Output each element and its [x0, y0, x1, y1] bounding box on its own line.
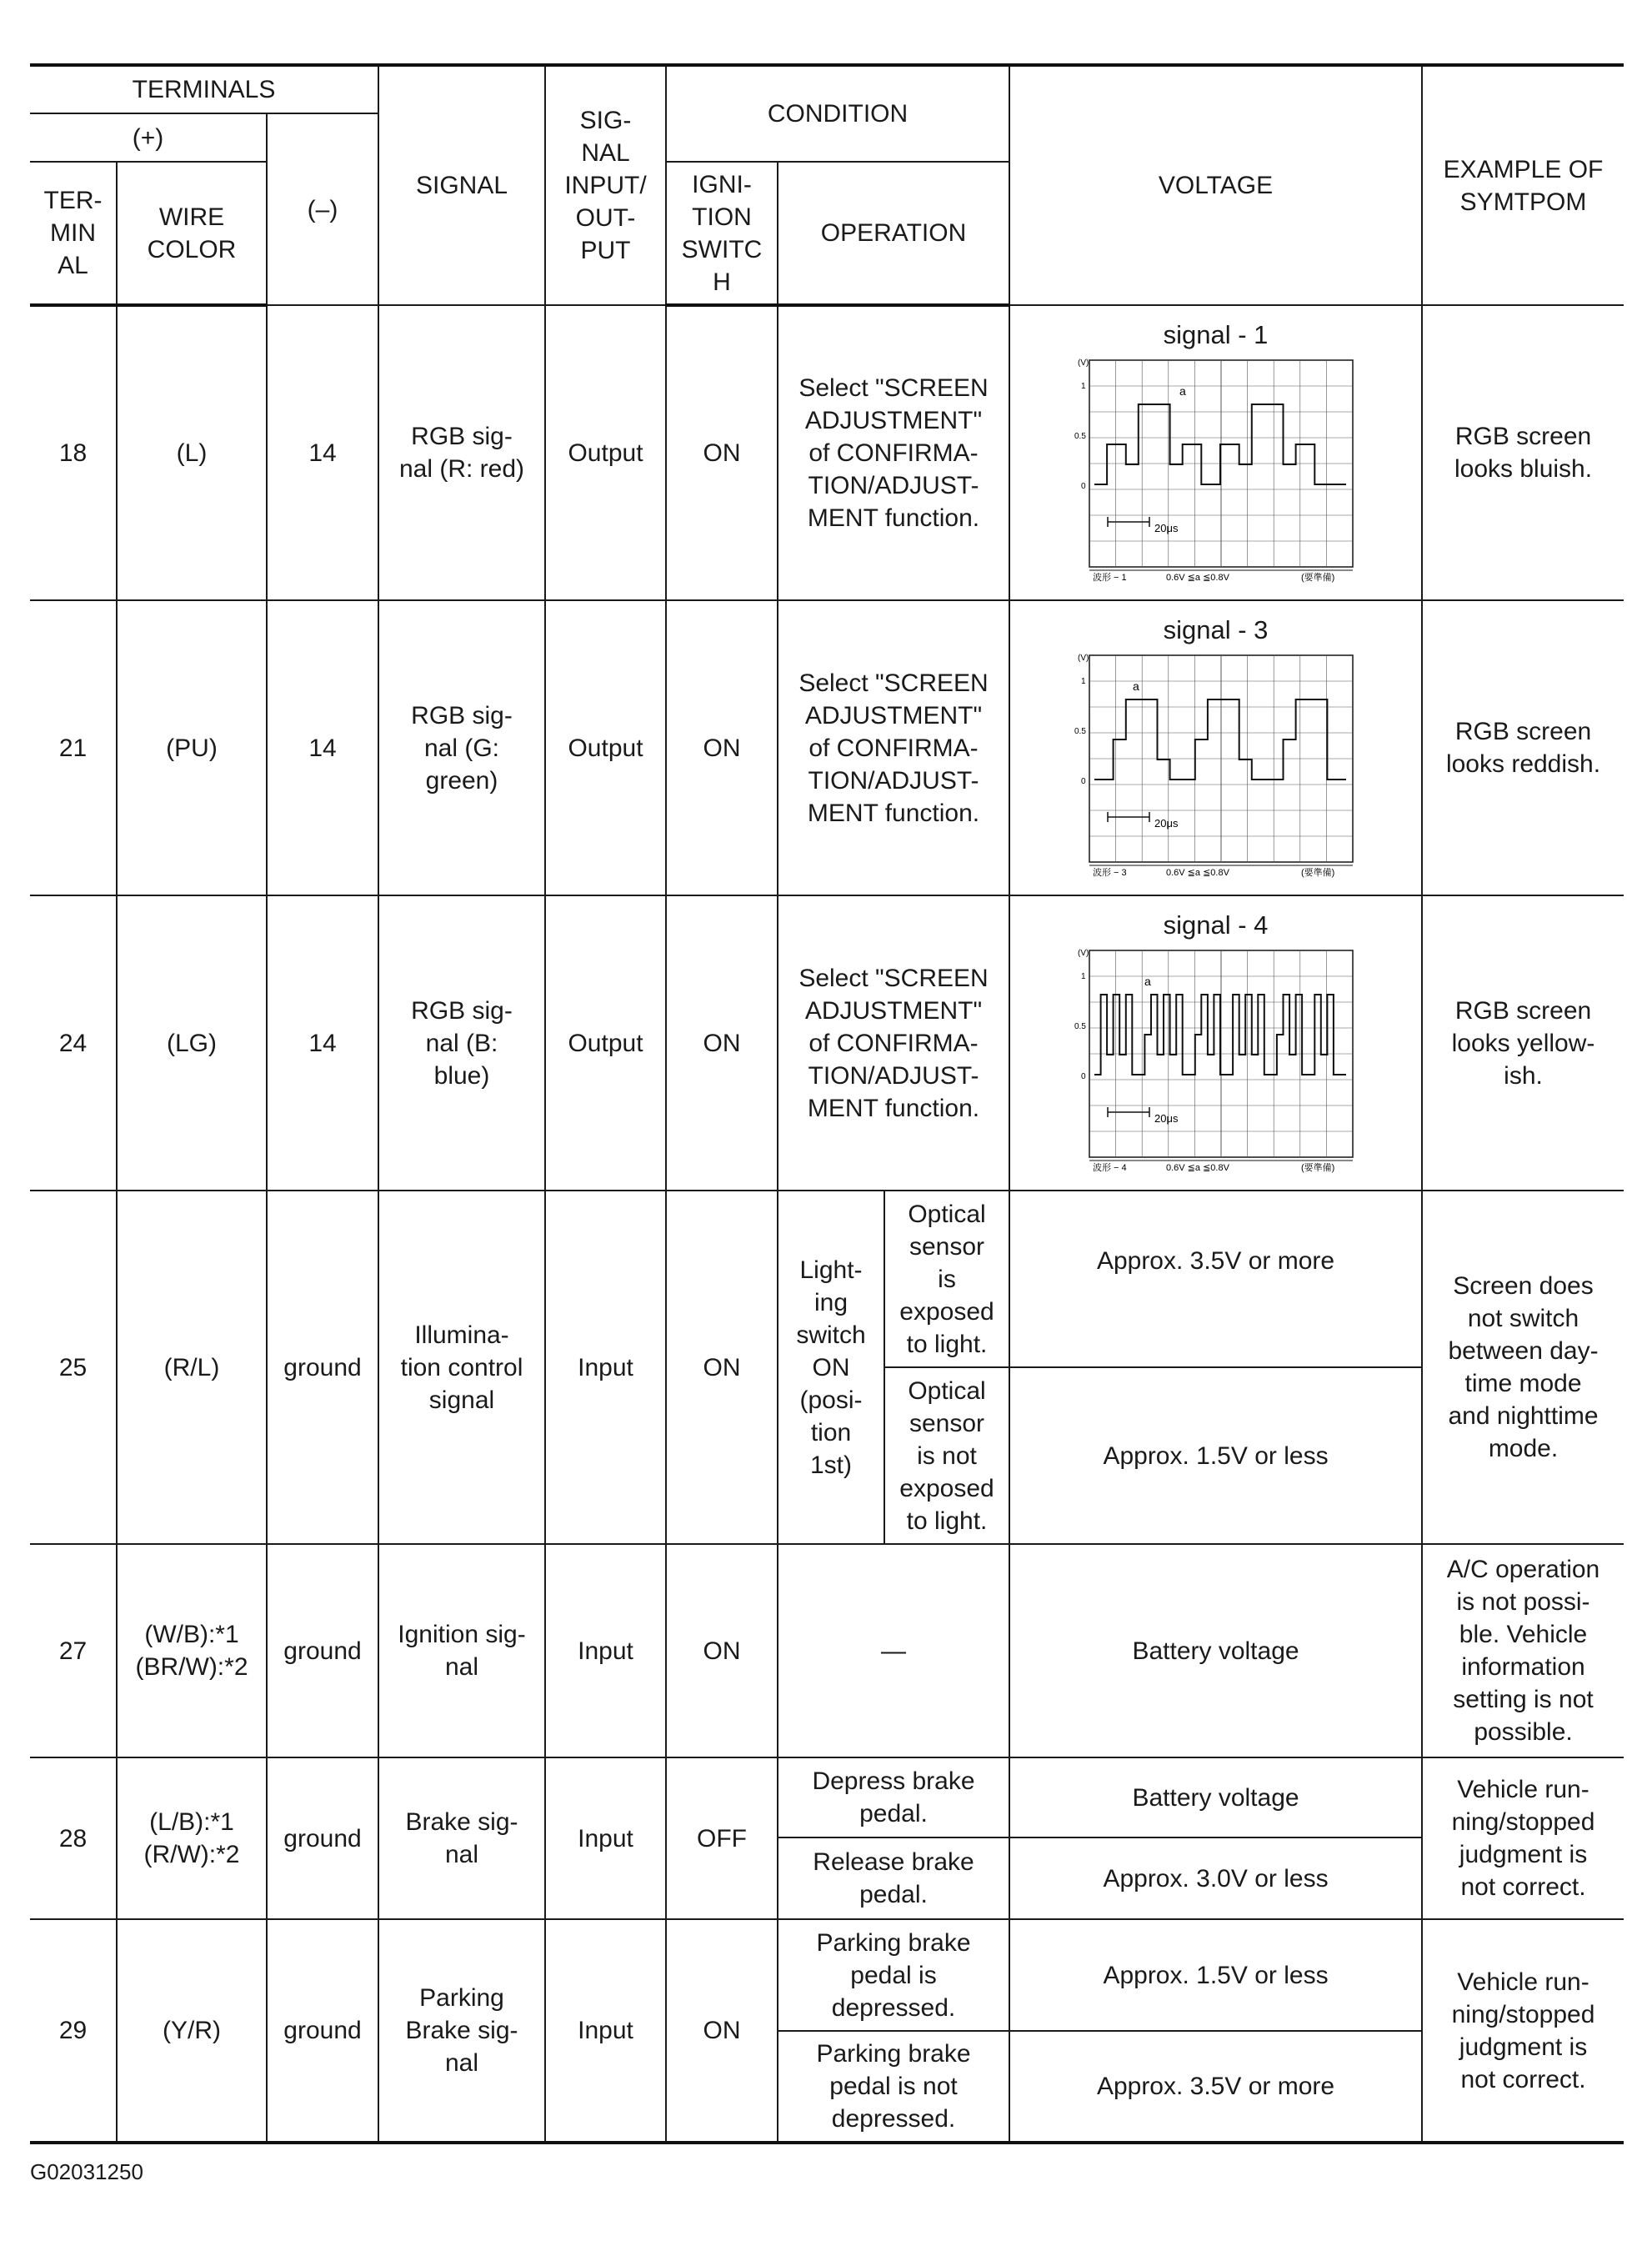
operation: Optical sensor is exposed to light.: [884, 1191, 1009, 1367]
signal-name: RGB sig- nal (R: red): [378, 305, 545, 600]
waveform-caption-right: (要準備): [1300, 573, 1334, 583]
signal-io: Output: [545, 600, 666, 895]
operation: Select "SCREEN ADJUSTMENT" of CONFIRMA- TION/ADJUST- MENT function.: [778, 600, 1009, 895]
table-row: [30, 1757, 1624, 1837]
waveform-caption-mid: 0.6V ≦a ≦0.8V: [1165, 573, 1229, 583]
terminal-number: 21: [30, 600, 117, 895]
waveform-caption-mid: 0.6V ≦a ≦0.8V: [1165, 868, 1229, 878]
voltage-waveform-cell: [1009, 600, 1422, 895]
operation: Release brake pedal.: [778, 1837, 1009, 1919]
voltage-value: Approx. 3.5V or more: [1009, 2031, 1422, 2143]
table-row: [30, 600, 1624, 895]
minus-terminal: ground: [267, 1919, 378, 2143]
terminal-number: 25: [30, 1191, 117, 1544]
voltage-header: VOLTAGE: [1009, 65, 1422, 305]
tick-0-label: 0: [1080, 777, 1086, 786]
signal-io: Input: [545, 1919, 666, 2143]
minus-terminal: ground: [267, 1757, 378, 1919]
voltage-value: Battery voltage: [1009, 1544, 1422, 1757]
signal-header: SIGNAL: [378, 65, 545, 305]
minus-terminal: 14: [267, 305, 378, 600]
signal-io: Input: [545, 1757, 666, 1919]
voltage-value: Approx. 3.0V or less: [1009, 1837, 1422, 1919]
minus-terminal: ground: [267, 1544, 378, 1757]
signal-io: Output: [545, 305, 666, 600]
a-amplitude-label: a: [1144, 975, 1151, 988]
wire-color: (Y/R): [117, 1919, 267, 2143]
table-row: [30, 1919, 1624, 2031]
a-amplitude-label: a: [1132, 679, 1139, 693]
wire-color: (W/B):*1 (BR/W):*2: [117, 1544, 267, 1757]
voltage-value: Battery voltage: [1009, 1757, 1422, 1837]
ignition-state: ON: [666, 895, 778, 1191]
voltage-waveform-cell: [1009, 305, 1422, 600]
waveform-trace: [1094, 404, 1346, 484]
operation: Select "SCREEN ADJUSTMENT" of CONFIRMA- TION/ADJUST- MENT function.: [778, 895, 1009, 1191]
signal-name: Illumina- tion control signal: [378, 1191, 545, 1544]
volt-unit-label: (V): [1077, 949, 1089, 958]
waveform-trace: [1094, 699, 1346, 780]
ignition-state: OFF: [666, 1757, 778, 1919]
waveform-caption-right: (要準備): [1300, 1163, 1334, 1173]
time-scale-label: 20μs: [1154, 522, 1178, 534]
minus-terminal: 14: [267, 895, 378, 1191]
voltage-waveform-cell: [1009, 895, 1422, 1191]
operation: Parking brake pedal is not depressed.: [778, 2031, 1009, 2143]
table-row: [30, 1191, 1624, 1367]
table-row: [30, 1544, 1624, 1757]
a-amplitude-label: a: [1179, 384, 1186, 398]
table-row: [30, 895, 1624, 1191]
terminals-header: TERMINALS: [30, 65, 378, 113]
operation: Select "SCREEN ADJUSTMENT" of CONFIRMA- TION/ADJUST- MENT function.: [778, 305, 1009, 600]
wire-color: (R/L): [117, 1191, 267, 1544]
minus-header: (–): [267, 113, 378, 305]
symptom: RGB screen looks yellow- ish.: [1422, 895, 1624, 1191]
ignition-state: ON: [666, 305, 778, 600]
voltage-value: Approx. 3.5V or more: [1009, 1191, 1422, 1367]
table-row: [30, 305, 1624, 600]
tick-1-label: 1: [1080, 677, 1086, 686]
tick-05-label: 0.5: [1074, 432, 1086, 441]
waveform-caption-left: 波形 − 1: [1092, 573, 1127, 583]
waveform-caption-right: (要準備): [1300, 868, 1334, 878]
signal-name: RGB sig- nal (G: green): [378, 600, 545, 895]
ignition-state: ON: [666, 1919, 778, 2143]
waveform-chart: [1074, 355, 1358, 587]
terminal-number: 28: [30, 1757, 117, 1919]
figure-code: G02031250: [30, 2159, 143, 2184]
minus-terminal: 14: [267, 600, 378, 895]
symptom: Vehicle run- ning/stopped judgment is not correct.: [1422, 1757, 1624, 1919]
tick-1-label: 1: [1080, 382, 1086, 391]
ignition-switch-header: IGNI- TION SWITC H: [666, 162, 778, 305]
operation-header: OPERATION: [778, 162, 1009, 305]
wire-color: (PU): [117, 600, 267, 895]
terminal-number: 18: [30, 305, 117, 600]
plus-header: (+): [30, 113, 267, 162]
symptom: A/C operation is not possi- ble. Vehicle information setting is not possible.: [1422, 1544, 1624, 1757]
volt-unit-label: (V): [1077, 654, 1089, 663]
operation: —: [778, 1544, 1009, 1757]
example-header: EXAMPLE OF SYMTPOM: [1422, 65, 1624, 305]
ignition-state: ON: [666, 1191, 778, 1544]
signal-io: Input: [545, 1544, 666, 1757]
wire-color: (L): [117, 305, 267, 600]
signal-name: Brake sig- nal: [378, 1757, 545, 1919]
signal-io: Output: [545, 895, 666, 1191]
waveform-trace: [1094, 995, 1346, 1075]
terminal-number: 24: [30, 895, 117, 1191]
waveform-caption-left: 波形 − 3: [1092, 868, 1127, 878]
waveform-title: signal - 3: [1163, 615, 1269, 644]
symptom: Screen does not switch between day- time mode and nighttime mode.: [1422, 1191, 1624, 1544]
operation: Parking brake pedal is depressed.: [778, 1919, 1009, 2031]
time-scale-label: 20μs: [1154, 817, 1178, 830]
voltage-value: Approx. 1.5V or less: [1009, 1919, 1422, 2031]
tick-1-label: 1: [1080, 972, 1086, 981]
waveform-caption-mid: 0.6V ≦a ≦0.8V: [1165, 1163, 1229, 1173]
waveform-title: signal - 1: [1163, 320, 1269, 349]
signal-name: Parking Brake sig- nal: [378, 1919, 545, 2143]
wire-color: (LG): [117, 895, 267, 1191]
terminal-header: TER- MIN AL: [30, 162, 117, 305]
tick-0-label: 0: [1080, 482, 1086, 491]
scope-grid: [1089, 655, 1353, 862]
signal-io: Input: [545, 1191, 666, 1544]
symptom: RGB screen looks reddish.: [1422, 600, 1624, 895]
waveform-title: signal - 4: [1163, 910, 1269, 940]
tick-0-label: 0: [1080, 1072, 1086, 1081]
operation: Optical sensor is not exposed to light.: [884, 1367, 1009, 1544]
waveform-chart: [1074, 945, 1358, 1177]
lighting-switch-condition: Light- ing switch ON (posi- tion 1st): [778, 1191, 884, 1544]
symptom: Vehicle run- ning/stopped judgment is not correct.: [1422, 1919, 1624, 2143]
waveform-caption-left: 波形 − 4: [1092, 1163, 1127, 1173]
waveform-chart: [1074, 650, 1358, 882]
signal-name: RGB sig- nal (B: blue): [378, 895, 545, 1191]
terminal-number: 27: [30, 1544, 117, 1757]
signal-io-header: SIG- NAL INPUT/ OUT- PUT: [545, 65, 666, 305]
tick-05-label: 0.5: [1074, 727, 1086, 736]
ignition-state: ON: [666, 1544, 778, 1757]
operation: Depress brake pedal.: [778, 1757, 1009, 1837]
minus-terminal: ground: [267, 1191, 378, 1544]
wire-color-header: WIRE COLOR: [117, 162, 267, 305]
wire-color: (L/B):*1 (R/W):*2: [117, 1757, 267, 1919]
signal-name: Ignition sig- nal: [378, 1544, 545, 1757]
signal-specification-table: [30, 63, 1624, 2144]
symptom: RGB screen looks bluish.: [1422, 305, 1624, 600]
terminal-number: 29: [30, 1919, 117, 2143]
tick-05-label: 0.5: [1074, 1022, 1086, 1031]
ignition-state: ON: [666, 600, 778, 895]
voltage-value: Approx. 1.5V or less: [1009, 1367, 1422, 1544]
condition-header: CONDITION: [666, 65, 1009, 162]
volt-unit-label: (V): [1077, 358, 1089, 368]
time-scale-label: 20μs: [1154, 1112, 1178, 1125]
